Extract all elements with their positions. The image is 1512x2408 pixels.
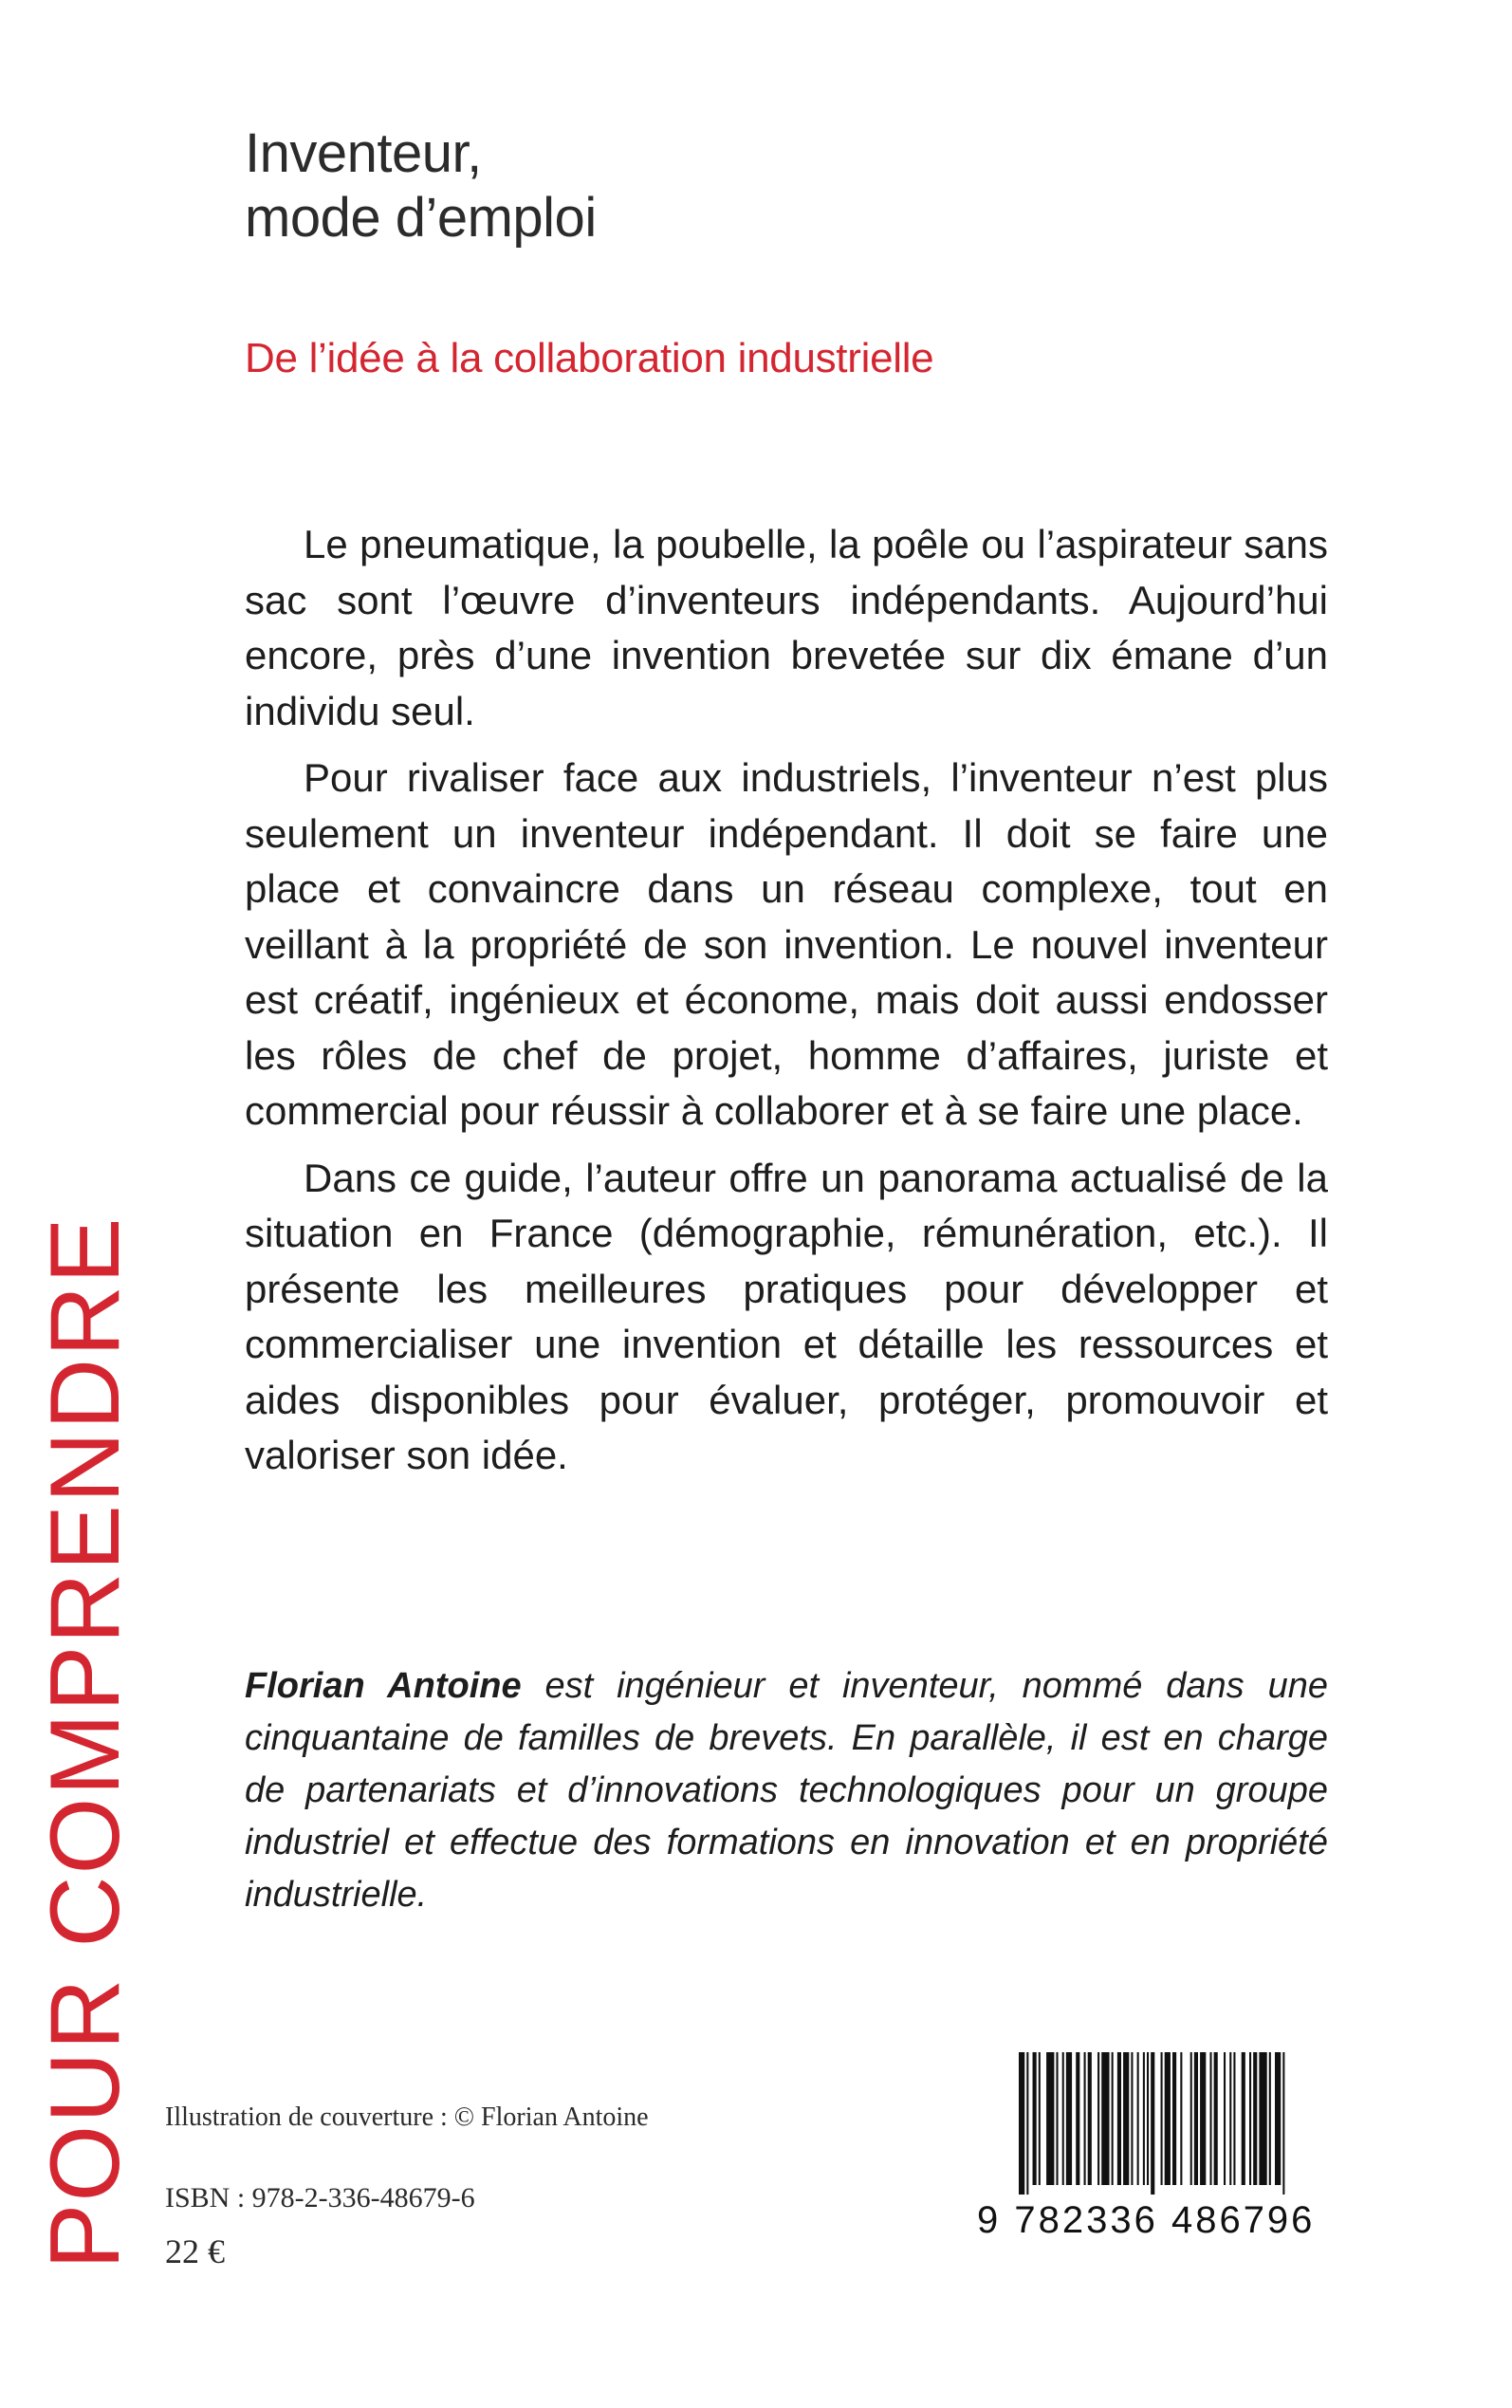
- barcode-bar: [1084, 2052, 1086, 2185]
- summary-paragraph-1: Le pneumatique, la poubelle, la poêle ou l’aspirateur sans sac sont l’œuvre d’inventeurs indépendants. Aujourd’hui encore, près d’une invention brevetée sur dix émane d’un individu seul.: [245, 522, 1328, 733]
- barcode-bar: [1282, 2052, 1284, 2195]
- barcode-bar: [1249, 2052, 1251, 2185]
- barcode-bar: [1147, 2052, 1149, 2185]
- barcode-bar: [1143, 2052, 1145, 2185]
- book-subtitle: De l’idée à la collaboration industrielle: [245, 335, 934, 381]
- barcode-bar: [1046, 2052, 1054, 2185]
- barcode-bar: [1229, 2052, 1231, 2185]
- barcode-bar: [1165, 2052, 1171, 2185]
- barcode-bar: [1242, 2052, 1245, 2185]
- author-name: Florian Antoine: [245, 1666, 522, 1706]
- barcode-bar: [1088, 2052, 1092, 2185]
- barcode-bar: [1200, 2052, 1206, 2185]
- author-bio: [245, 1660, 1328, 1921]
- barcode-bar: [1101, 2052, 1109, 2185]
- barcode-bar: [1039, 2052, 1041, 2185]
- barcode-bar: [1161, 2052, 1163, 2185]
- barcode-bar: [1056, 2052, 1058, 2185]
- back-cover-summary: [245, 517, 1328, 1495]
- summary-paragraph-3: Dans ce guide, l’auteur offre un panorama actualisé de la situation en France (démographie, rémunération, etc.). Il présente les meilleures pratiques pour développer et commercialiser une invention et détaille les ressources et aides disponibles pour évaluer, protéger, promouvoir et valoriser son idée.: [245, 1155, 1328, 1477]
- barcode-bar: [1062, 2052, 1064, 2185]
- barcode-bar: [1194, 2052, 1198, 2185]
- barcode-bar: [1180, 2052, 1182, 2185]
- barcode-bar: [1190, 2052, 1192, 2185]
- barcode-bar: [1214, 2052, 1218, 2185]
- barcode-bar: [1137, 2052, 1139, 2185]
- book-title-line-2: mode d’emploi: [245, 187, 597, 249]
- barcode-bar: [1259, 2052, 1266, 2185]
- author-bio-text: est ingénieur et inventeur, nommé dans une cinquantaine de familles de brevets. En parallèle, il est en charge de partenariats et d’innovations technologiques pour un groupe industriel et effectue des formations en innovation et en propriété industrielle.: [245, 1666, 1328, 1915]
- price: 22 €: [165, 2232, 225, 2270]
- barcode-digits: 9 782336 486796: [977, 2199, 1316, 2241]
- barcode-bar: [1253, 2052, 1257, 2185]
- cover-illustration-credit: Illustration de couverture : © Florian Antoine: [165, 2102, 649, 2132]
- barcode-bar: [1112, 2052, 1114, 2185]
- book-title-line-1: Inventeur,: [245, 122, 482, 184]
- barcode-bar: [1117, 2052, 1121, 2185]
- barcode-bar: [1019, 2052, 1024, 2195]
- barcode-bars: [1015, 2052, 1328, 2195]
- barcode-bar: [1033, 2052, 1037, 2185]
- barcode-bar: [1066, 2052, 1072, 2185]
- barcode-bar: [1172, 2052, 1176, 2185]
- barcode-bar: [1233, 2052, 1235, 2185]
- barcode-bar: [1151, 2052, 1154, 2195]
- summary-paragraph-2: Pour rivaliser face aux industriels, l’inventeur n’est plus seulement un inventeur indépendant. Il doit se faire une place et convaincre dans un réseau complexe, tout en veillant à la propriété de son invention. Le nouvel inventeur est créatif, ingénieux et économe, mais doit aussi endosser les rôles de chef de projet, homme d’affaires, juriste et commercial pour réussir à collaborer et à se faire une place.: [245, 755, 1328, 1133]
- barcode-bar: [1275, 2052, 1281, 2185]
- barcode-bar: [1224, 2052, 1226, 2185]
- barcode-bar: [1123, 2052, 1129, 2185]
- barcode-bar: [1209, 2052, 1211, 2185]
- barcode-bar: [1076, 2052, 1079, 2185]
- barcode-bar: [1269, 2052, 1271, 2185]
- barcode-bar: [1026, 2052, 1028, 2195]
- barcode-bar: [1097, 2052, 1099, 2185]
- collection-name: POUR COMPRENDRE: [30, 1215, 140, 2269]
- barcode-bar: [1131, 2052, 1133, 2185]
- isbn: ISBN : 978-2-336-48679-6: [165, 2182, 475, 2214]
- book-title: [245, 121, 597, 250]
